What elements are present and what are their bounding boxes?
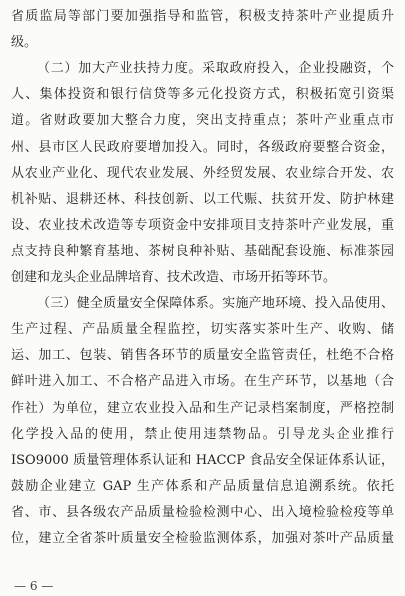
body-text-line: 位，建立全省茶叶质量安全检验监测体系，加强对茶叶产品质量 — [11, 531, 394, 546]
body-text-line: 点支持良种繁育基地、茶树良种补贴、基础配套设施、标准茶园 — [11, 244, 394, 259]
body-text-line: 作社）为单位，建立农业投入品和生产记录档案制度，严格控制 — [11, 401, 394, 416]
body-text-line: 从农业产业化、现代农业发展、外经贸发展、农业综合开发、农 — [11, 166, 394, 181]
body-text-line: 鲜叶进入加工、不合格产品进入市场。在生产环节，以基地（合 — [11, 374, 394, 389]
body-text-line: 化学投入品的使用，禁止使用违禁物品。引导龙头企业推行 — [11, 427, 394, 442]
body-text-line: 生产过程、产品质量全程监控，切实落实茶叶生产、收购、储 — [11, 322, 394, 337]
body-text-line: 创建和龙头企业品牌培育、技术改造、市场开拓等环节。 — [11, 270, 337, 285]
body-text-line: 鼓励企业建立 GAP 生产体系和产品质量信息追溯系统。依托 — [11, 479, 394, 494]
body-text-line: ISO9000 质量管理体系认证和 HACCP 食品安全保证体系认证， — [11, 453, 394, 468]
body-text-line: 运、加工、包装、销售各环节的质量安全监管责任，杜绝不合格 — [11, 348, 394, 363]
body-text-line: 级。 — [11, 35, 38, 50]
body-text-line: 设、农业技术改造等专项资金中安排项目支持茶叶产业发展，重 — [11, 218, 394, 233]
body-text-line: 省、市、县各级农产品质量检验检测中心、出入境检验检疫等单 — [11, 505, 394, 520]
body-text-line: （二）加大产业扶持力度。采取政府投入，企业投融资，个 — [37, 61, 394, 76]
body-text-line: （三）健全质量安全保障体系。实施产地环境、投入品使用、 — [37, 296, 394, 311]
page-number: — 6 — — [14, 579, 54, 593]
body-text-line: 道。省财政要加大整合力度，突出支持重点；茶叶产业重点市 — [11, 113, 394, 128]
body-text-line: 省质监局等部门要加强指导和监管，积极支持茶叶产业提质升 — [11, 9, 394, 24]
body-text-line: 人、集体投资和银行信贷等多元化投资方式，积极拓宽引资渠 — [11, 87, 394, 102]
body-text-line: 州、县市区人民政府要增加投入。同时，各级政府要整合资金， — [11, 140, 394, 155]
body-text-line: 机补贴、退耕还林、科技创新、以工代赈、扶贫开发、防护林建 — [11, 192, 394, 207]
